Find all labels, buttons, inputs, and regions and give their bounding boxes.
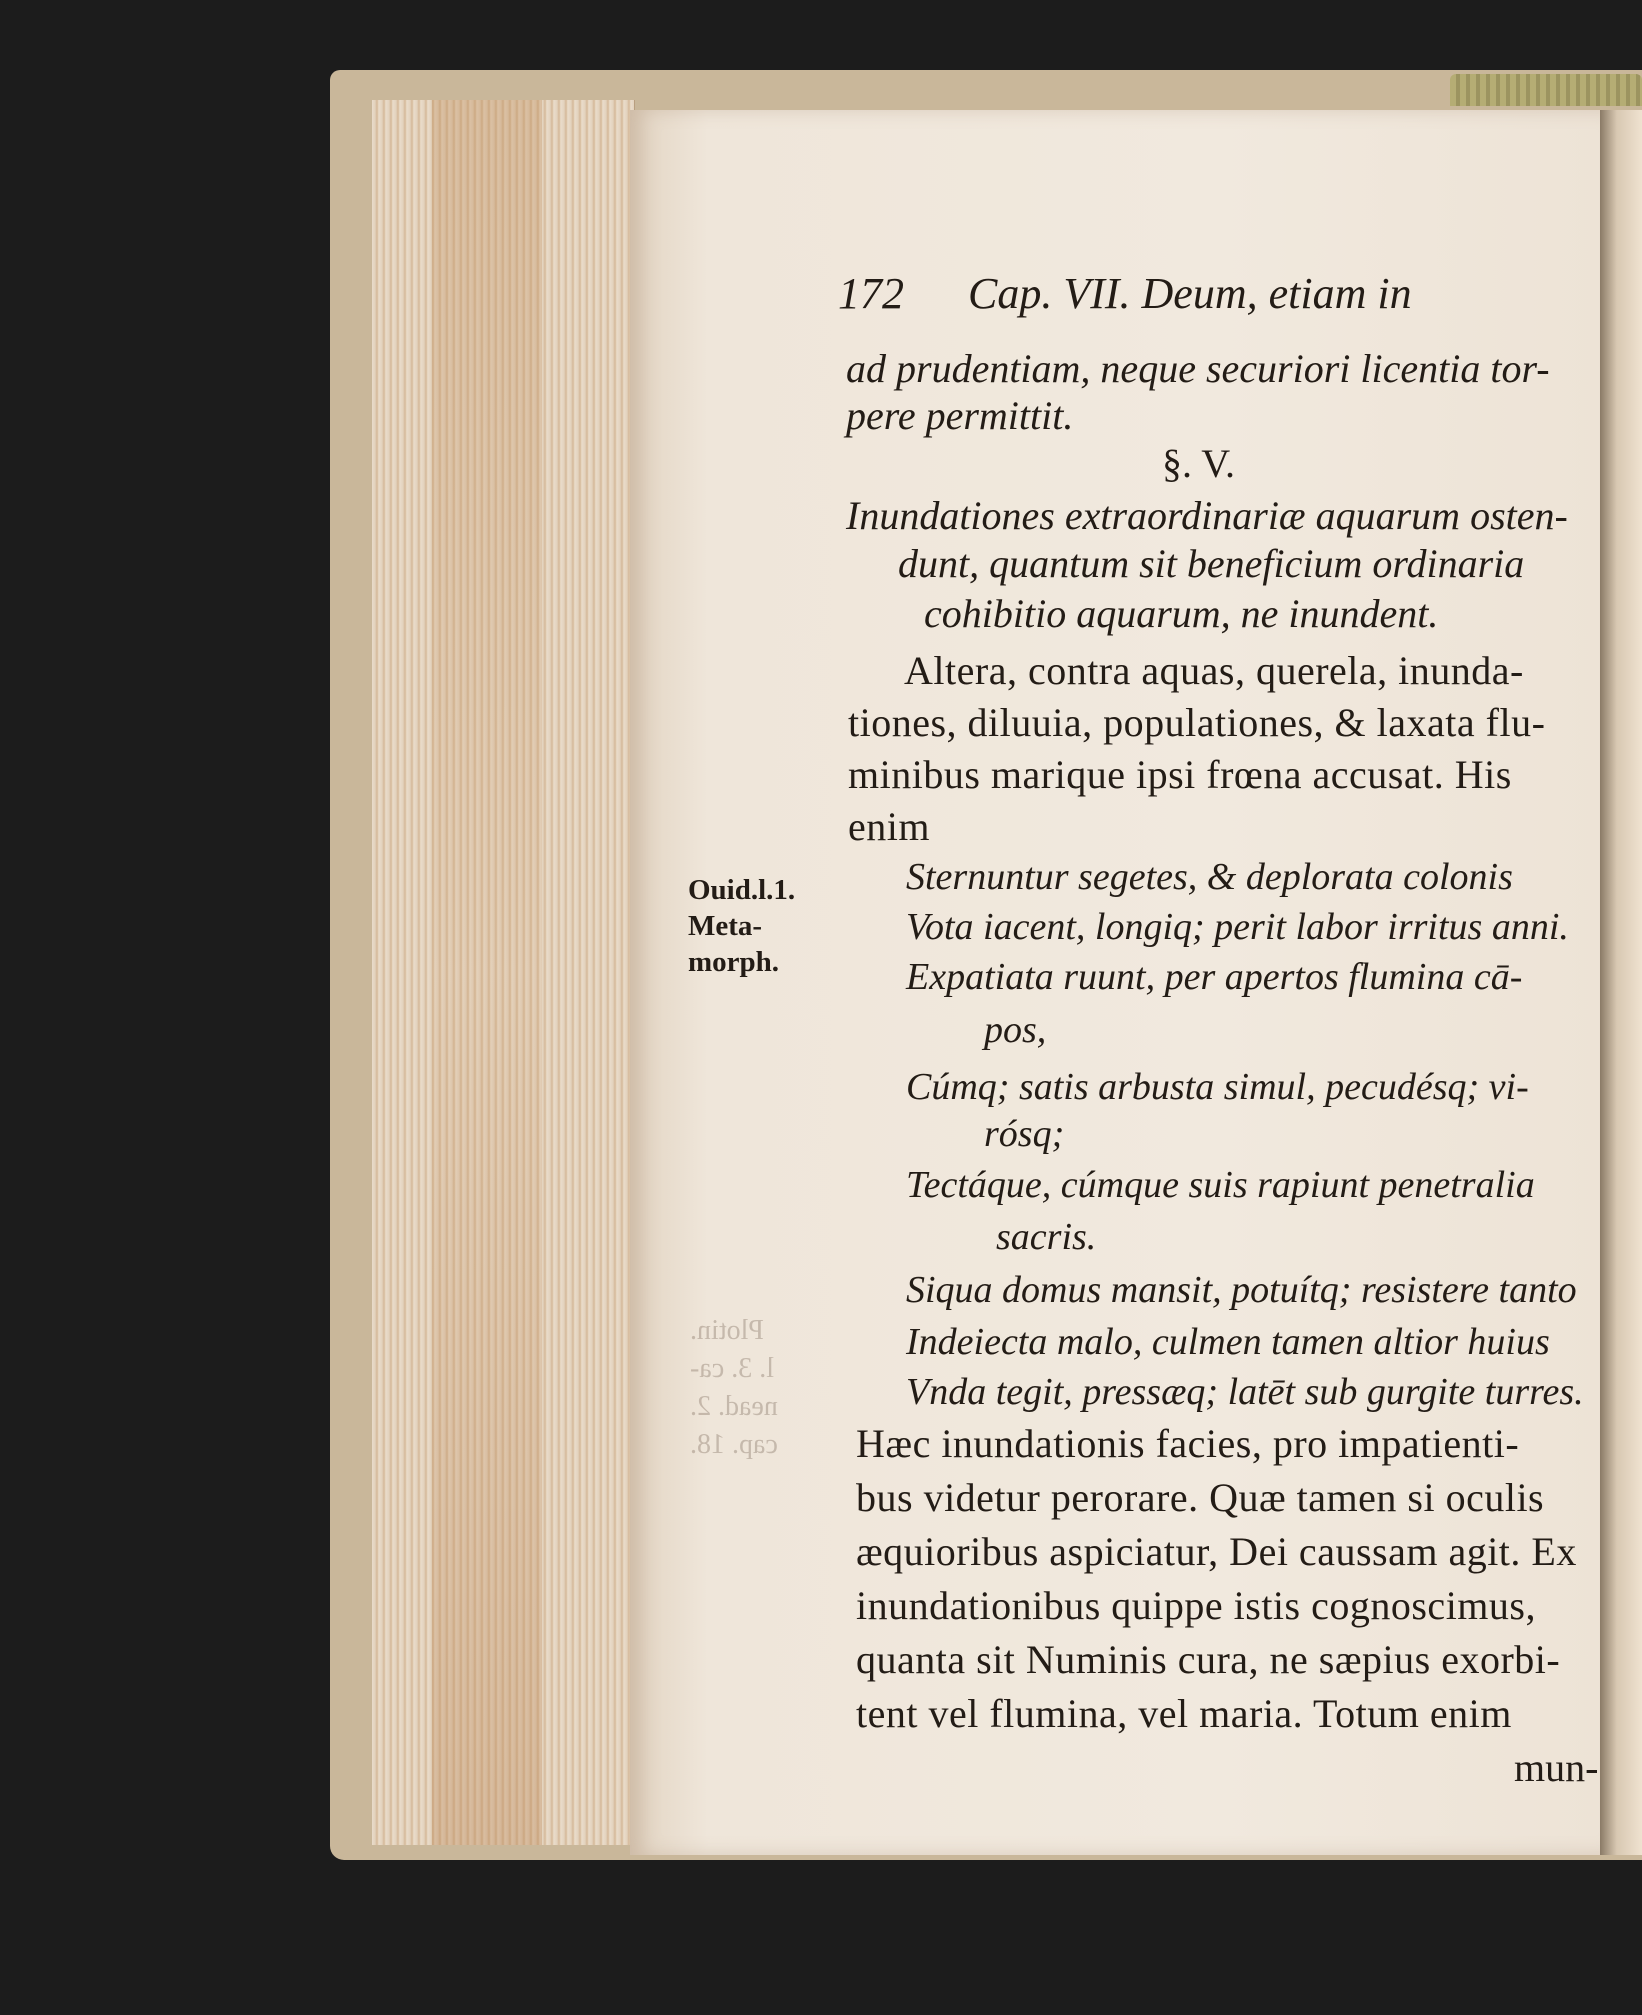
margin-note <box>688 872 795 980</box>
margin-note-line: Ouid.l.1. <box>688 874 796 906</box>
paragraph-line: minibus marique ipsi frœna accusat. His <box>848 752 1512 797</box>
bleed-through-line: Plotin. <box>690 1315 764 1346</box>
paragraph-line: enim <box>848 804 930 849</box>
page-edges <box>372 100 635 1845</box>
book-gutter <box>1600 110 1642 1855</box>
verse-line: Sternuntur segetes, & deplorata colonis <box>906 856 1513 898</box>
verse-line: Vnda tegit, pressæq; latēt sub gurgite turres. <box>906 1371 1584 1413</box>
headband <box>1450 74 1642 106</box>
page-number: 172 <box>838 269 904 318</box>
verse-line: Tectáque, cúmque suis rapiunt penetralia <box>906 1164 1535 1206</box>
paragraph-line: Altera, contra aquas, querela, inunda- <box>904 648 1524 693</box>
catchword <box>1514 1744 1598 1791</box>
paragraph-line: inundationibus quippe istis cognoscimus, <box>856 1583 1536 1628</box>
verse-line: Cúmq; satis arbusta simul, pecudésq; vi- <box>906 1066 1529 1108</box>
paragraph-line: tent vel flumina, vel maria. Totum enim <box>856 1691 1512 1736</box>
bleed-through-note <box>690 1312 778 1464</box>
verse-line: pos, <box>984 1009 1047 1051</box>
edge-stain <box>432 100 542 1845</box>
verse-line: Siqua domus mansit, potuítq; resistere tanto <box>906 1269 1577 1311</box>
section-heading-line: cohibitio aquarum, ne inundent. <box>924 591 1439 636</box>
verse-line: Indeiecta malo, culmen tamen altior huius <box>906 1321 1550 1363</box>
paragraph-line: æquioribus aspiciatur, Dei caussam agit. Ex <box>856 1529 1577 1574</box>
paragraph-line: Hæc inundationis facies, pro impatienti- <box>856 1421 1520 1466</box>
section-heading-line: Inundationes extraordinariæ aquarum osten- <box>846 493 1568 538</box>
intro-line: ad prudentiam, neque securiori licentia tor- <box>846 346 1550 391</box>
running-title: Cap. VII. Deum, etiam in <box>968 269 1412 318</box>
margin-note-line: Meta- <box>688 910 763 942</box>
margin-note-line: morph. <box>688 946 780 978</box>
verse-line: Vota iacent, longiq; perit labor irritus anni. <box>906 906 1569 948</box>
bleed-through-line: nead. 2. <box>690 1391 778 1422</box>
verse-line: Expatiata ruunt, per apertos flumina cā- <box>906 956 1523 998</box>
verse-line: sacris. <box>996 1216 1097 1258</box>
paragraph-line: tiones, diluuia, populationes, & laxata flu- <box>848 700 1546 745</box>
bleed-through-line: cap. 18. <box>690 1429 778 1460</box>
section-mark-text: §. V. <box>1162 441 1236 486</box>
section-heading-line: dunt, quantum sit beneficium ordinaria <box>898 541 1525 586</box>
section-mark <box>1162 440 1235 487</box>
bleed-through-line: l. 3. ca- <box>690 1353 774 1384</box>
intro-line: pere permittit. <box>846 393 1074 438</box>
verse-line: rósq; <box>984 1113 1065 1155</box>
catchword-text: mun- <box>1514 1745 1599 1790</box>
paragraph-line: bus videtur perorare. Quæ tamen si oculis <box>856 1475 1545 1520</box>
paragraph-line: quanta sit Numinis cura, ne sæpius exorbi- <box>856 1637 1561 1682</box>
